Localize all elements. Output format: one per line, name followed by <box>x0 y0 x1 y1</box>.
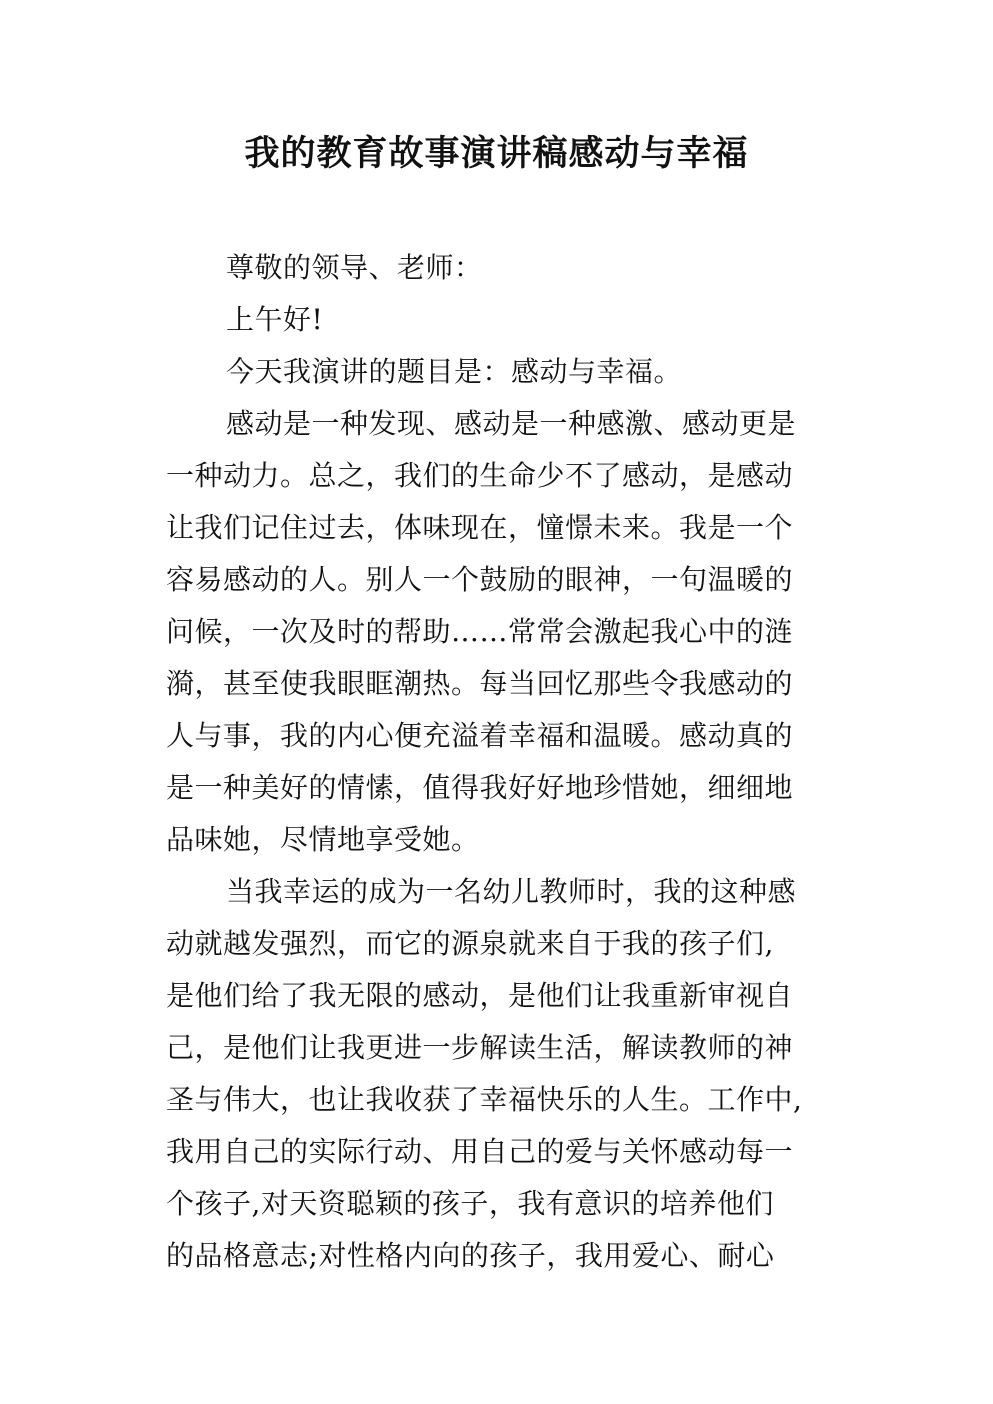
document-title: 我的教育故事演讲稿感动与幸福 <box>244 134 749 174</box>
text-line: 一种动力。总之，我们的生命少不了感动，是感动 <box>166 459 794 492</box>
text-line: 己，是他们让我更进一步解读生活，解读教师的神 <box>166 1031 794 1064</box>
text-line: 让我们记住过去，体味现在，憧憬未来。我是一个 <box>166 511 794 544</box>
text-line: 是一种美好的情愫，值得我好好地珍惜她，细细地 <box>166 771 794 804</box>
text-line: 品味她，尽情地享受她。 <box>166 823 480 856</box>
text-line: 容易感动的人。别人一个鼓励的眼神，一句温暖的 <box>166 563 794 596</box>
text-line: 当我幸运的成为一名幼儿教师时，我的这种感 <box>226 875 797 908</box>
text-line: 人与事，我的内心便充溢着幸福和温暖。感动真的 <box>166 719 794 752</box>
text-line: 漪，甚至使我眼眶潮热。每当回忆那些令我感动的 <box>166 667 794 700</box>
text-line: 上午好! <box>226 303 324 336</box>
text-line: 尊敬的领导、老师： <box>226 251 483 284</box>
document-body <box>166 248 836 1288</box>
text-line: 问候，一次及时的帮助……常常会激起我心中的涟 <box>166 615 794 648</box>
text-line: 今天我演讲的题目是：感动与幸福。 <box>226 355 683 388</box>
text-line: 是他们给了我无限的感动，是他们让我重新审视自 <box>166 979 794 1012</box>
text-line: 感动是一种发现、感动是一种感激、感动更是 <box>226 407 797 440</box>
text-line: 的品格意志;对性格内向的孩子，我用爱心、耐心 <box>166 1239 775 1272</box>
text-line: 圣与伟大，也让我收获了幸福快乐的人生。工作中, <box>166 1083 803 1116</box>
text-line: 个孩子,对天资聪颖的孩子，我有意识的培养他们 <box>166 1187 774 1220</box>
text-line: 动就越发强烈，而它的源泉就来自于我的孩子们, <box>166 927 774 960</box>
text-line: 我用自己的实际行动、用自己的爱与关怀感动每一 <box>166 1135 794 1168</box>
